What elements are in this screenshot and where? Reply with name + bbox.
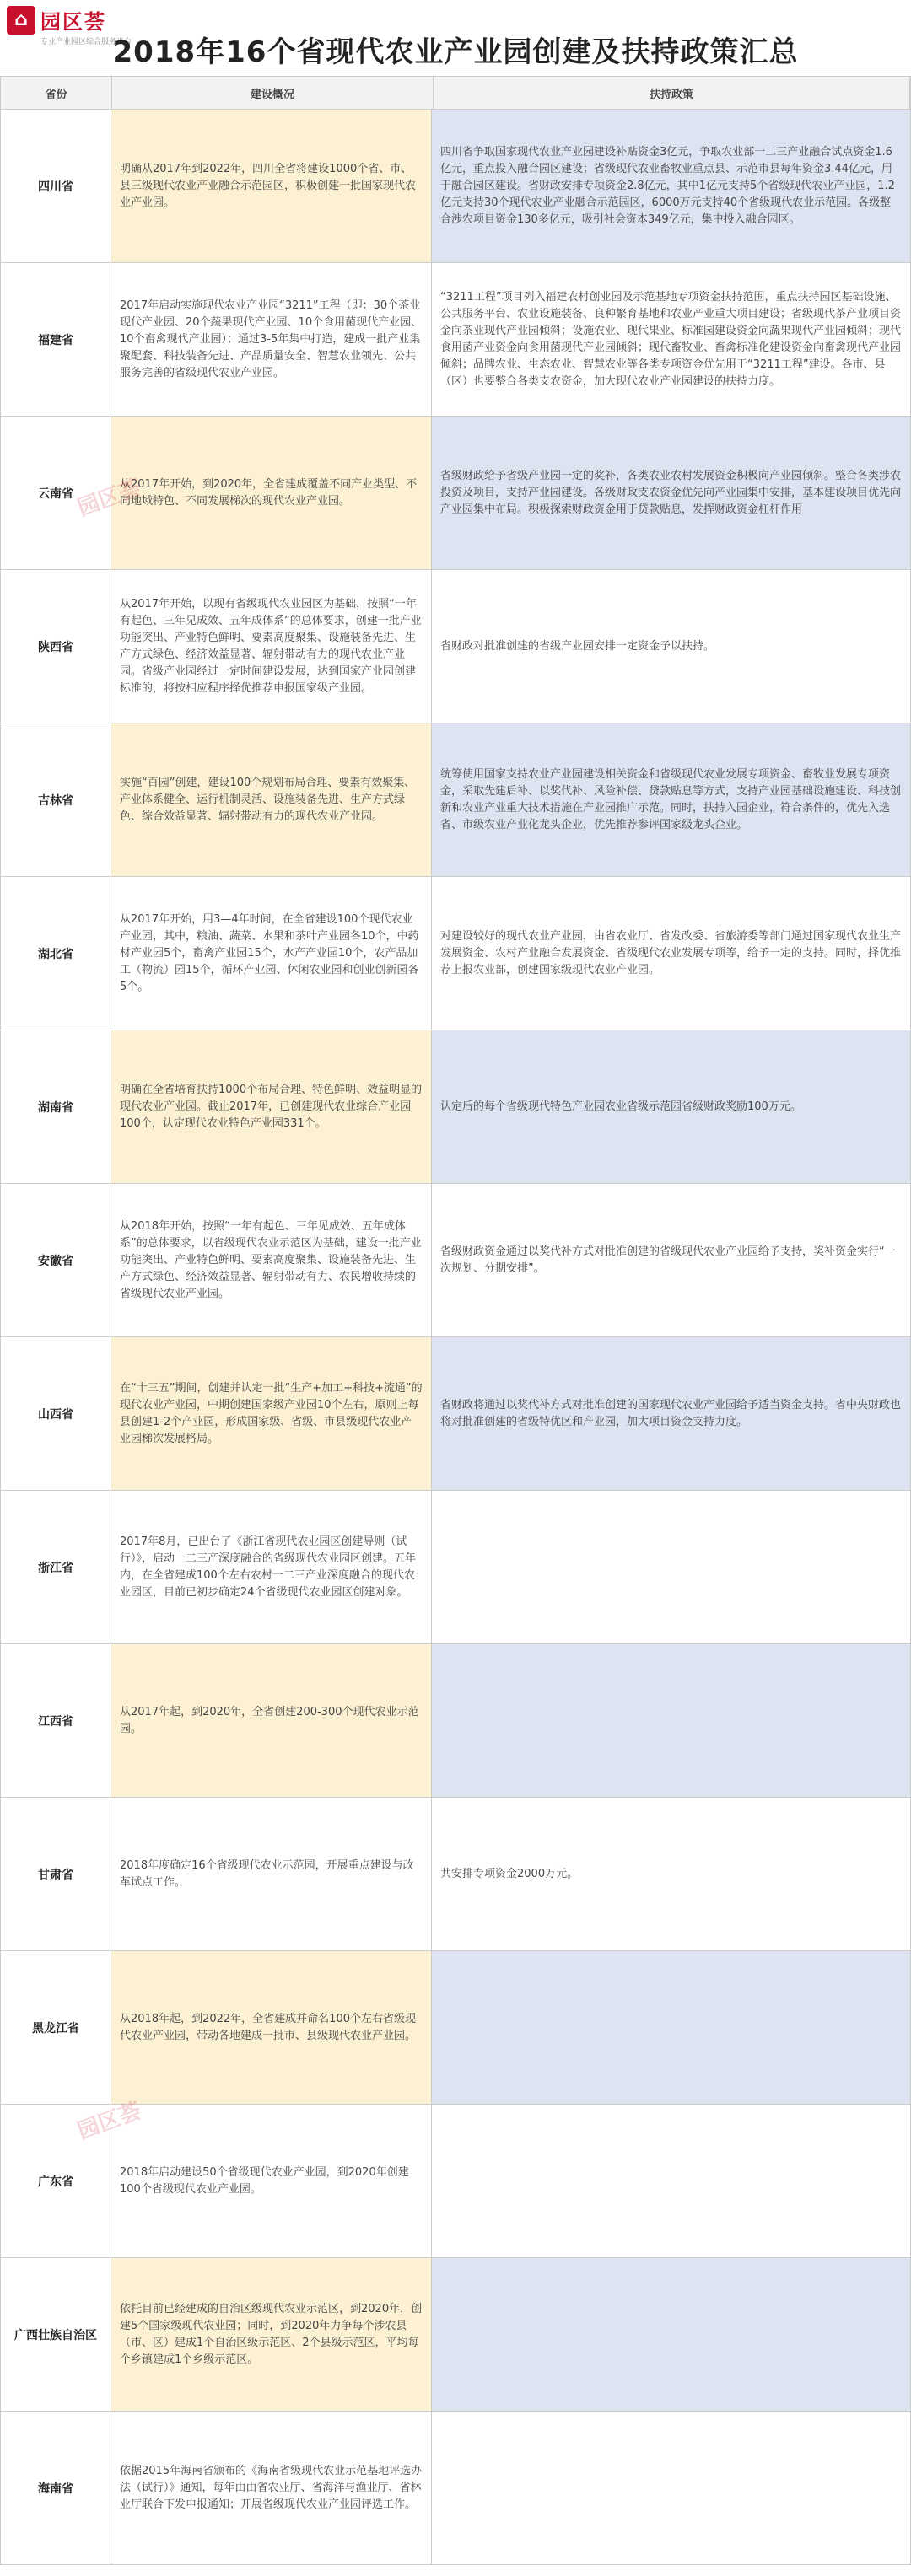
cell-policy xyxy=(432,1644,911,1797)
cell-province: 陕西省 xyxy=(1,570,111,723)
cell-plan: 2018年启动建设50个省级现代农业产业园，到2020年创建100个省级现代农业产业园。 xyxy=(111,2105,432,2257)
cell-policy: 四川省争取国家现代农业产业园建设补贴资金3亿元，争取农业部一二三产业融合试点资金1.6亿元，重点投入融合园区建设；省级现代农业畜牧业重点县、示范市县每年资金3.44亿元，用于融合园区建设。省财政安排专项资金2.8亿元，其中1亿元支持5个省级现代农业产业园，1.2亿元支持30个现代农业产业融合示范园区，6000万元支持40个省级现代农业示范园。各级整合涉农项目资金130多亿元，吸引社会资本349亿元，集中投入融合园区。 xyxy=(432,110,911,262)
cell-province: 湖南省 xyxy=(1,1030,111,1183)
cell-plan: 从2018年开始，按照“一年有起色、三年见成效、五年成体系”的总体要求，以省级现代农业示范区为基础，建设一批产业功能突出、产业特色鲜明、要素高度聚集、设施装备先进、生产方式绿色、经济效益显著、辐射带动有力、农民增收持续的省级现代农业产业园。 xyxy=(111,1184,432,1336)
table-row xyxy=(0,263,911,417)
cell-province: 湖北省 xyxy=(1,877,111,1030)
cell-policy xyxy=(432,2412,911,2564)
header-plan: 建设概况 xyxy=(112,77,434,109)
table-row xyxy=(0,2258,911,2412)
cell-province: 海南省 xyxy=(1,2412,111,2564)
cell-province: 江西省 xyxy=(1,1644,111,1797)
cell-policy: “3211工程”项目列入福建农村创业园及示范基地专项资金扶持范围，重点扶持园区基础设施、公共服务平台、农业设施装备、良种繁育基地和农业产业重大项目建设；省级现代茶产业项目资金向茶业现代产业园倾斜；设施农业、现代果业、标准园建设资金向蔬果现代产业园倾斜；现代食用菌产业资金向食用菌现代产业园倾斜；现代畜牧业、畜禽标准化建设资金向畜禽现代产业园倾斜；品牌农业、生态农业、智慧农业等各类专项资金优先用于“3211工程”建设。各市、县（区）也要整合各类支农资金，加大现代农业产业园建设的扶持力度。 xyxy=(432,263,911,416)
cell-province: 云南省 xyxy=(1,417,111,569)
cell-plan: 从2017年开始，以现有省级现代农业园区为基础，按照“一年有起色、三年见成效、五年成体系”的总体要求，创建一批产业功能突出、产业特色鲜明、要素高度聚集、设施装备先进、生产方式绿色、经济效益显著、辐射带动有力的现代农业产业园。省级产业园经过一定时间建设发展，达到国家产业园创建标准的，将按相应程序择优推荐申报国家级产业园。 xyxy=(111,570,432,723)
page-header xyxy=(0,0,911,73)
cell-policy: 认定后的每个省级现代特色产业园农业省级示范园省级财政奖励100万元。 xyxy=(432,1030,911,1183)
cell-province: 安徽省 xyxy=(1,1184,111,1336)
table-row xyxy=(0,110,911,263)
table-row xyxy=(0,1951,911,2105)
cell-plan: 从2018年起，到2022年，全省建成并命名100个左右省级现代农业产业园，带动各地建成一批市、县级现代农业产业园。 xyxy=(111,1951,432,2104)
cell-plan: 2017年8月，已出台了《浙江省现代农业园区创建导则（试行）》，启动一二三产深度融合的省级现代农业园区创建。五年内，在全省建成100个左右农村一二三产业深度融合的现代农业园区，目前已初步确定24个省级现代农业园区创建对象。 xyxy=(111,1491,432,1643)
logo-subtitle: 专业产业园区综合服务平台 xyxy=(40,38,132,46)
cell-policy xyxy=(432,1951,911,2104)
cell-policy: 省级财政资金通过以奖代补方式对批准创建的省级现代农业产业园给予支持，奖补资金实行“一次规划、分期安排”。 xyxy=(432,1184,911,1336)
cell-province: 广东省 xyxy=(1,2105,111,2257)
header-policy: 扶持政策 xyxy=(434,77,910,109)
cell-province: 黑龙江省 xyxy=(1,1951,111,2104)
cell-plan: 实施“百园”创建，建设100个规划布局合理、要素有效聚集、产业体系健全、运行机制灵活、设施装备先进、生产方式绿色、综合效益显著、辐射带动有力的现代农业产业园。 xyxy=(111,723,432,876)
cell-plan: 在“十三五”期间，创建并认定一批“生产+加工+科技+流通”的现代农业产业园，中期创建国家级产业园10个左右，原则上每县创建1-2个产业园，形成国家级、省级、市县级现代农业产业园梯次发展格局。 xyxy=(111,1337,432,1490)
table-row xyxy=(0,2105,911,2258)
logo-icon: ⌂ xyxy=(7,6,35,35)
cell-policy: 省财政将通过以奖代补方式对批准创建的国家现代农业产业园给予适当资金支持。省中央财政也将对批准创建的省级特优区和产业园，加大项目资金支持力度。 xyxy=(432,1337,911,1490)
page-title: 2018年16个省现代农业产业园创建及扶持政策汇总 xyxy=(112,35,799,69)
cell-plan: 从2017年开始，用3—4年时间，在全省建设100个现代农业产业园，其中，粮油、蔬菜、水果和茶叶产业园各10个，中药材产业园5个，畜禽产业园15个，水产产业园10个，农产品加工（物流）园15个，循环产业园、休闲农业园和创业创新园各5个。 xyxy=(111,877,432,1030)
cell-plan: 明确在全省培育扶持1000个布局合理、特色鲜明、效益明显的现代农业产业园。截止2017年，已创建现代农业综合产业园100个，认定现代农业特色产业园331个。 xyxy=(111,1030,432,1183)
cell-policy xyxy=(432,1491,911,1643)
cell-plan: 依托目前已经建成的自治区级现代农业示范区，到2020年，创建5个国家级现代农业园；同时，到2020年力争每个涉农县（市、区）建成1个自治区级示范区、2个县级示范区，平均每个乡镇建成1个乡级示范区。 xyxy=(111,2258,432,2411)
table-row xyxy=(0,1337,911,1491)
cell-plan: 明确从2017年到2022年，四川全省将建设1000个省、市、县三级现代农业产业融合示范园区，积极创建一批国家现代农业产业园。 xyxy=(111,110,432,262)
cell-plan: 2018年度确定16个省级现代农业示范园，开展重点建设与改革试点工作。 xyxy=(111,1798,432,1950)
table-row xyxy=(0,1491,911,1644)
cell-policy: 省财政对批准创建的省级产业园安排一定资金予以扶持。 xyxy=(432,570,911,723)
logo-text: 园区荟 xyxy=(40,10,106,34)
table-row xyxy=(0,1644,911,1798)
table-row xyxy=(0,417,911,570)
cell-province: 广西壮族自治区 xyxy=(1,2258,111,2411)
table-row xyxy=(0,2412,911,2565)
cell-province: 吉林省 xyxy=(1,723,111,876)
table-row xyxy=(0,723,911,877)
cell-plan: 依据2015年海南省颁布的《海南省级现代农业示范基地评选办法（试行）》通知，每年由由省农业厅、省海洋与渔业厅、省林业厅联合下发申报通知；开展省级现代农业产业园评选工作。 xyxy=(111,2412,432,2564)
cell-policy: 共安排专项资金2000万元。 xyxy=(432,1798,911,1950)
cell-province: 甘肃省 xyxy=(1,1798,111,1950)
cell-province: 山西省 xyxy=(1,1337,111,1490)
cell-policy xyxy=(432,2258,911,2411)
table-row xyxy=(0,1184,911,1337)
cell-province: 浙江省 xyxy=(1,1491,111,1643)
table-row xyxy=(0,1030,911,1184)
cell-plan: 2017年启动实施现代农业产业园“3211”工程（即：30个茶业现代产业园、20个蔬果现代产业园、10个食用菌现代产业园、10个畜禽现代产业园）；通过3-5年集中打造，建成一批产业集聚配套、科技装备先进、产品质量安全、智慧农业领先、公共服务完善的省级现代农业产业园。 xyxy=(111,263,432,416)
cell-policy xyxy=(432,2105,911,2257)
table-row xyxy=(0,1798,911,1951)
header-province: 省份 xyxy=(1,77,112,109)
cell-province: 福建省 xyxy=(1,263,111,416)
table-body xyxy=(0,110,911,2565)
cell-province: 四川省 xyxy=(1,110,111,262)
policy-table xyxy=(0,76,911,2565)
table-row xyxy=(0,570,911,723)
cell-policy: 统筹使用国家支持农业产业园建设相关资金和省级现代农业发展专项资金、畜牧业发展专项资金，采取先建后补、以奖代补、风险补偿、贷款贴息等方式，支持产业园基础设施建设、科技创新和农业产业重大技术措施在产业园推广示范。同时，扶持入园企业，符合条件的，优先入选省、市级农业产业化龙头企业，优先推荐参评国家级龙头企业。 xyxy=(432,723,911,876)
cell-policy: 省级财政给予省级产业园一定的奖补，各类农业农村发展资金积极向产业园倾斜。整合各类涉农投资及项目，支持产业园建设。各级财政支农资金优先向产业园集中安排，基本建设项目优先向产业园集中布局。积极探索财政资金用于贷款贴息，发挥财政资金杠杆作用 xyxy=(432,417,911,569)
table-header xyxy=(0,76,911,110)
cell-policy: 对建设较好的现代农业产业园，由省农业厅、省发改委、省旅游委等部门通过国家现代农业生产发展资金、农村产业融合发展资金、省级现代农业发展专项等，给予一定的支持。同时，择优推荐上报农业部，创建国家级现代农业产业园。 xyxy=(432,877,911,1030)
cell-plan: 从2017年开始，到2020年，全省建成覆盖不同产业类型、不同地域特色、不同发展梯次的现代农业产业园。 xyxy=(111,417,432,569)
cell-plan: 从2017年起，到2020年，全省创建200-300个现代农业示范园。 xyxy=(111,1644,432,1797)
table-row xyxy=(0,877,911,1030)
